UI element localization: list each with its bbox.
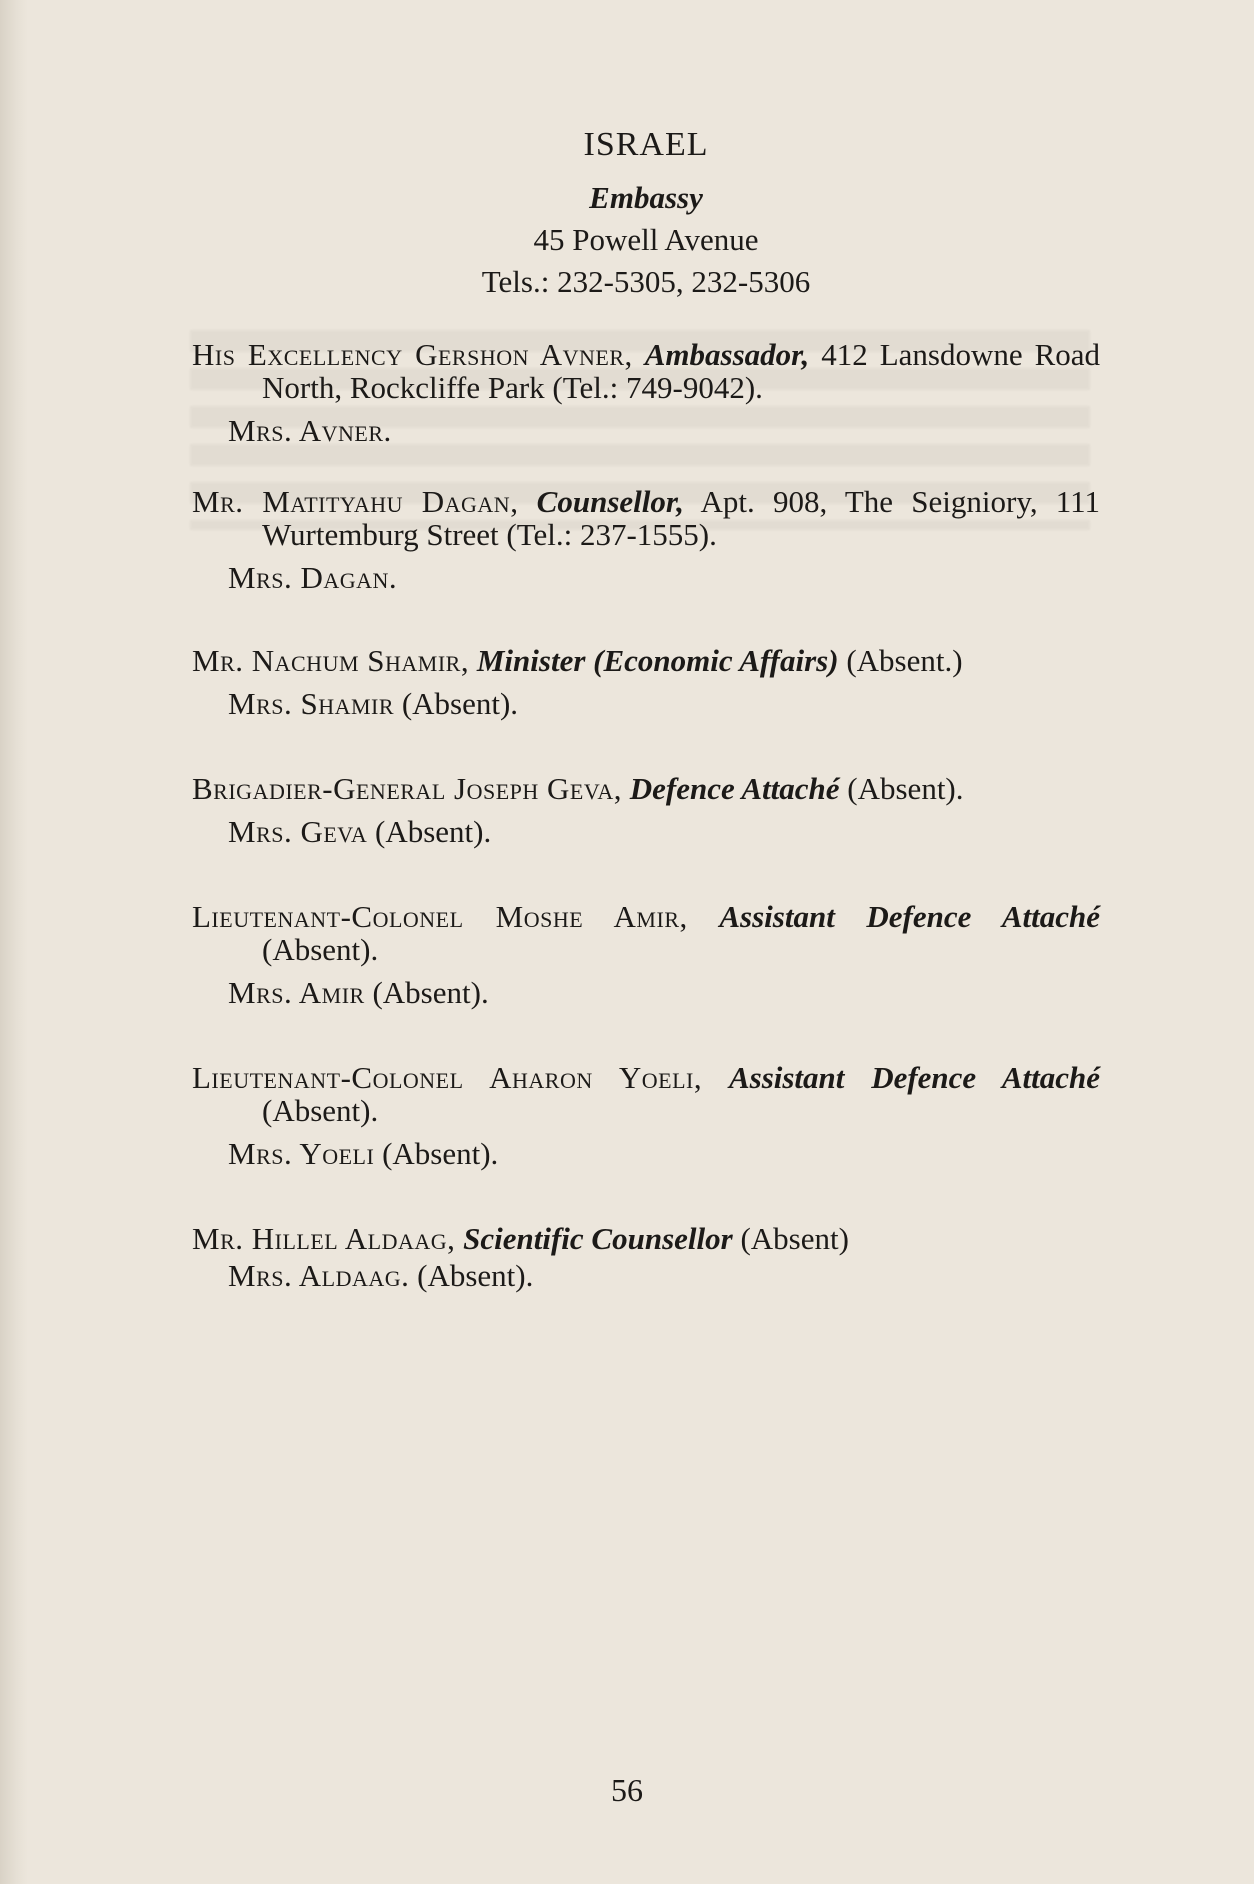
official-name: Brigadier-General Joseph Geva, <box>192 771 623 806</box>
entry-assistant-defence-attache-yoeli <box>192 1061 1100 1170</box>
spouse-name: Mrs. Aldaag. <box>228 1258 410 1293</box>
official-name: Mr. Matityahu Dagan, <box>192 484 519 519</box>
entry-scientific-counsellor <box>192 1222 1100 1292</box>
entry-main-line <box>192 338 1100 404</box>
embassy-address: 45 Powell Avenue <box>533 222 759 257</box>
spouse-status: (Absent). <box>364 975 489 1010</box>
page-edge-shadow <box>0 0 28 1884</box>
spouse-line <box>192 1259 1100 1292</box>
official-name: Lieutenant-Colonel Moshe Amir, <box>192 899 688 934</box>
entry-main-line <box>192 644 1100 677</box>
entry-minister <box>192 644 1100 720</box>
entry-counsellor <box>192 485 1100 594</box>
official-details: (Absent). <box>839 771 964 806</box>
embassy-label: Embassy <box>589 180 703 215</box>
entry-main-line <box>192 900 1100 966</box>
official-details: Apt. 908, The Seigniory, 111 Wurtemburg Street (Tel.: 237-1555). <box>262 484 1100 552</box>
spouse-name: Mrs. Shamir <box>228 686 395 721</box>
page-number: 56 <box>611 1772 643 1808</box>
official-name: Lieutenant-Colonel Aharon Yoeli, <box>192 1060 703 1095</box>
official-name: His Excellency Gershon Avner, <box>192 337 633 372</box>
entry-main-line <box>192 1061 1100 1127</box>
official-role: Assistant Defence Attaché <box>728 1060 1101 1095</box>
entry-main-line <box>192 485 1100 551</box>
entry-ambassador <box>192 338 1100 447</box>
spouse-name: Mrs. Geva <box>228 814 368 849</box>
official-role: Assistant Defence Attaché <box>719 899 1101 934</box>
spouse-status: (Absent). <box>374 1136 499 1171</box>
country-heading: ISRAEL <box>583 126 709 163</box>
official-role: Counsellor, <box>536 484 684 519</box>
official-details: (Absent). <box>262 1093 379 1128</box>
spouse-name: Mrs. Amir <box>228 975 365 1010</box>
spouse-status: (Absent). <box>394 686 519 721</box>
entry-defence-attache <box>192 772 1100 848</box>
directory-page <box>192 128 1100 1292</box>
spouse-status: (Absent). <box>409 1258 534 1293</box>
official-role: Minister (Economic Affairs) <box>476 643 839 678</box>
spouse-line <box>192 1137 1100 1170</box>
spouse-line <box>192 815 1100 848</box>
official-details: 412 Lansdowne Road North, Rockcliffe Park (Tel.: 749-9042). <box>262 337 1101 405</box>
spouse-line: Mrs. Dagan. <box>228 560 398 595</box>
official-role: Scientific Counsellor <box>463 1221 733 1256</box>
entry-assistant-defence-attache-amir <box>192 900 1100 1009</box>
official-role: Ambassador, <box>644 337 810 372</box>
official-role: Defence Attaché <box>629 771 840 806</box>
spouse-line: Mrs. Avner. <box>228 413 392 448</box>
official-details: (Absent.) <box>838 643 963 678</box>
official-details: (Absent) <box>732 1221 849 1256</box>
spouse-status: (Absent). <box>367 814 492 849</box>
spouse-name: Mrs. Yoeli <box>228 1136 375 1171</box>
official-details: (Absent). <box>262 932 379 967</box>
entry-main-line <box>192 772 1100 805</box>
spouse-line <box>192 687 1100 720</box>
spouse-line <box>192 976 1100 1009</box>
embassy-telephones: Tels.: 232-5305, 232-5306 <box>481 264 811 299</box>
official-name: Mr. Nachum Shamir, <box>192 643 470 678</box>
entry-main-line <box>192 1222 1100 1255</box>
official-name: Mr. Hillel Aldaag, <box>192 1221 456 1256</box>
